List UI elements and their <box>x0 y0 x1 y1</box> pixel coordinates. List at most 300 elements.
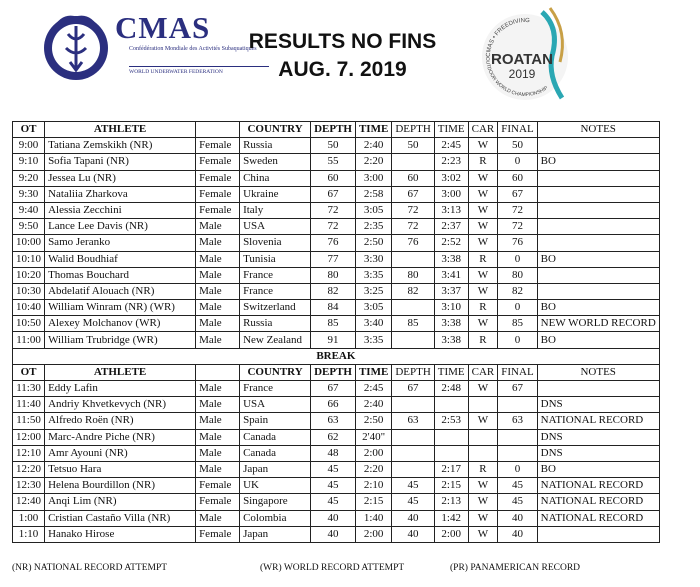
cell-time-2: 2:23 <box>434 154 468 170</box>
cell-gender: Male <box>196 510 240 526</box>
cell-notes <box>537 381 659 397</box>
title-line-2: AUG. 7. 2019 <box>278 58 407 81</box>
cell-final: 80 <box>498 267 537 283</box>
cell-final: 67 <box>498 381 537 397</box>
cell-depth-2: 67 <box>392 381 434 397</box>
cell-notes <box>537 235 659 251</box>
col-time: TIME <box>355 364 391 380</box>
cell-notes: BO <box>537 461 659 477</box>
cell-athlete: Lance Lee Davis (NR) <box>45 219 196 235</box>
cell-country: Russia <box>240 138 311 154</box>
cell-athlete: Abdelatif Alouach (NR) <box>45 283 196 299</box>
cell-gender: Male <box>196 316 240 332</box>
cell-final: 0 <box>498 154 537 170</box>
cell-athlete: Nataliia Zharkova <box>45 186 196 202</box>
cell-country: China <box>240 170 311 186</box>
cell-time: 2:58 <box>355 186 391 202</box>
cell-depth-2: 45 <box>392 478 434 494</box>
cell-ot: 9:20 <box>13 170 45 186</box>
table-row <box>13 526 660 542</box>
break-label: BREAK <box>13 348 660 364</box>
cell-depth: 45 <box>311 461 356 477</box>
cell-notes: NATIONAL RECORD <box>537 478 659 494</box>
cell-car <box>468 445 498 461</box>
cell-notes <box>537 526 659 542</box>
cmas-emblem-icon <box>40 10 112 85</box>
cell-ot: 10:40 <box>13 300 45 316</box>
cell-country: Colombia <box>240 510 311 526</box>
cell-athlete: Eddy Lafin <box>45 381 196 397</box>
cell-gender: Male <box>196 219 240 235</box>
cell-car: W <box>468 510 498 526</box>
cell-gender: Male <box>196 429 240 445</box>
cell-time: 2:10 <box>355 478 391 494</box>
cell-gender: Female <box>196 526 240 542</box>
cell-notes: BO <box>537 251 659 267</box>
cell-ot: 12:10 <box>13 445 45 461</box>
cell-notes: NATIONAL RECORD <box>537 510 659 526</box>
cell-ot: 12:30 <box>13 478 45 494</box>
cell-car: W <box>468 170 498 186</box>
cell-depth: 45 <box>311 478 356 494</box>
cell-time-2: 2:15 <box>434 478 468 494</box>
cell-ot: 11:00 <box>13 332 45 348</box>
cell-depth: 80 <box>311 267 356 283</box>
cell-athlete: Helena Bourdillon (NR) <box>45 478 196 494</box>
cell-depth: 63 <box>311 413 356 429</box>
results-table <box>12 121 660 543</box>
cell-notes <box>537 267 659 283</box>
cell-depth: 50 <box>311 138 356 154</box>
table-row <box>13 316 660 332</box>
cell-depth: 67 <box>311 381 356 397</box>
cell-car: W <box>468 526 498 542</box>
break-section <box>13 348 660 380</box>
col-car: CAR <box>468 364 498 380</box>
cell-depth-2: 82 <box>392 283 434 299</box>
cell-depth: 77 <box>311 251 356 267</box>
legend-nr: (NR) NATIONAL RECORD ATTEMPT <box>12 563 168 573</box>
cell-notes: DNS <box>537 397 659 413</box>
cell-final: 72 <box>498 219 537 235</box>
cell-car: W <box>468 267 498 283</box>
cell-ot: 11:30 <box>13 381 45 397</box>
table-row <box>13 154 660 170</box>
cell-gender: Female <box>196 154 240 170</box>
cell-time-2: 3:02 <box>434 170 468 186</box>
cell-time: 2:50 <box>355 235 391 251</box>
cell-athlete: Alexey Molchanov (WR) <box>45 316 196 332</box>
cell-time: 3:30 <box>355 251 391 267</box>
cell-final: 0 <box>498 300 537 316</box>
cell-time-2: 3:38 <box>434 316 468 332</box>
cell-car: W <box>468 138 498 154</box>
cell-final <box>498 445 537 461</box>
cell-time-2: 2:48 <box>434 381 468 397</box>
cell-depth-2: 45 <box>392 494 434 510</box>
cell-notes: NATIONAL RECORD <box>537 413 659 429</box>
cell-athlete: Marc-Andre Piche (NR) <box>45 429 196 445</box>
cell-ot: 10:50 <box>13 316 45 332</box>
cell-depth-2: 60 <box>392 170 434 186</box>
table-row <box>13 267 660 283</box>
cell-time-2 <box>434 397 468 413</box>
table-row <box>13 251 660 267</box>
cell-notes: NEW WORLD RECORD <box>537 316 659 332</box>
cell-time: 2:20 <box>355 154 391 170</box>
col-final: FINAL <box>498 364 537 380</box>
col-gender <box>196 364 240 380</box>
cell-athlete: Thomas Bouchard <box>45 267 196 283</box>
table-row <box>13 381 660 397</box>
cell-country: Italy <box>240 202 311 218</box>
cell-final <box>498 429 537 445</box>
cell-time: 2:50 <box>355 413 391 429</box>
table-row <box>13 413 660 429</box>
cell-depth: 82 <box>311 283 356 299</box>
cell-gender: Male <box>196 413 240 429</box>
cell-time-2: 3:38 <box>434 332 468 348</box>
cell-depth-2: 67 <box>392 186 434 202</box>
cell-depth: 55 <box>311 154 356 170</box>
cell-notes: DNS <box>537 429 659 445</box>
cell-depth-2 <box>392 429 434 445</box>
cell-ot: 9:40 <box>13 202 45 218</box>
cell-notes: BO <box>537 154 659 170</box>
cell-country: France <box>240 381 311 397</box>
col-gender <box>196 122 240 138</box>
cell-time: 3:05 <box>355 202 391 218</box>
cell-final: 60 <box>498 170 537 186</box>
col-ot: OT <box>13 122 45 138</box>
cell-depth-2: 80 <box>392 267 434 283</box>
cell-gender: Female <box>196 138 240 154</box>
cell-final: 85 <box>498 316 537 332</box>
cell-country: France <box>240 283 311 299</box>
cell-country: Slovenia <box>240 235 311 251</box>
cell-depth: 62 <box>311 429 356 445</box>
col-notes: NOTES <box>537 122 659 138</box>
cell-depth-2: 76 <box>392 235 434 251</box>
cell-gender: Female <box>196 478 240 494</box>
cell-athlete: Amr Ayouni (NR) <box>45 445 196 461</box>
cell-time-2: 2:17 <box>434 461 468 477</box>
cell-country: Switzerland <box>240 300 311 316</box>
roatan-logo <box>472 2 577 107</box>
col-country: COUNTRY <box>240 364 311 380</box>
cell-car: W <box>468 202 498 218</box>
cell-depth-2: 72 <box>392 219 434 235</box>
cell-car: R <box>468 251 498 267</box>
header-row-2 <box>13 364 660 380</box>
cmas-name: CMAS <box>115 10 211 45</box>
cell-depth: 66 <box>311 397 356 413</box>
cell-gender: Male <box>196 445 240 461</box>
cell-country: Canada <box>240 429 311 445</box>
cell-athlete: Samo Jeranko <box>45 235 196 251</box>
cell-time: 3:05 <box>355 300 391 316</box>
cell-depth: 40 <box>311 526 356 542</box>
legend-wr: (WR) WORLD RECORD ATTEMPT <box>260 563 405 573</box>
col-country: COUNTRY <box>240 122 311 138</box>
section-2 <box>13 381 660 543</box>
cell-athlete: Cristian Castaño Villa (NR) <box>45 510 196 526</box>
cell-depth: 91 <box>311 332 356 348</box>
cell-car: W <box>468 413 498 429</box>
cell-depth-2: 40 <box>392 526 434 542</box>
cell-gender: Female <box>196 170 240 186</box>
cell-final: 45 <box>498 478 537 494</box>
cell-final: 82 <box>498 283 537 299</box>
cell-time: 3:35 <box>355 332 391 348</box>
cell-ot: 9:00 <box>13 138 45 154</box>
cell-time-2: 2:00 <box>434 526 468 542</box>
cell-time: 2:00 <box>355 526 391 542</box>
cell-ot: 9:50 <box>13 219 45 235</box>
cell-depth-2 <box>392 332 434 348</box>
table-row <box>13 461 660 477</box>
cell-car: W <box>468 283 498 299</box>
cell-country: Ukraine <box>240 186 311 202</box>
cell-depth: 72 <box>311 202 356 218</box>
cell-country: Japan <box>240 461 311 477</box>
cell-ot: 10:30 <box>13 283 45 299</box>
cell-time-2: 3:00 <box>434 186 468 202</box>
cell-gender: Female <box>196 186 240 202</box>
cell-notes: BO <box>537 300 659 316</box>
table-row <box>13 397 660 413</box>
cell-gender: Male <box>196 283 240 299</box>
cell-country: Sweden <box>240 154 311 170</box>
cell-time-2: 3:38 <box>434 251 468 267</box>
cell-car: W <box>468 478 498 494</box>
cell-athlete: Anqi Lim (NR) <box>45 494 196 510</box>
col-depth: DEPTH <box>311 364 356 380</box>
cell-athlete: Jessea Lu (NR) <box>45 170 196 186</box>
cell-final: 0 <box>498 332 537 348</box>
cell-car: W <box>468 235 498 251</box>
cell-time: 3:40 <box>355 316 391 332</box>
cell-final: 50 <box>498 138 537 154</box>
cell-notes <box>537 138 659 154</box>
cell-athlete: Tatiana Zemskikh (NR) <box>45 138 196 154</box>
col-time-2: TIME <box>434 122 468 138</box>
cell-depth: 40 <box>311 510 356 526</box>
cmas-subtitle: Confédération Mondiale des Activités Subaquatiques <box>129 46 257 52</box>
cell-time-2: 1:42 <box>434 510 468 526</box>
cell-ot: 9:10 <box>13 154 45 170</box>
cell-depth-2: 72 <box>392 202 434 218</box>
cell-time: 2:15 <box>355 494 391 510</box>
cell-ot: 11:40 <box>13 397 45 413</box>
cell-car: R <box>468 332 498 348</box>
section-1 <box>13 138 660 348</box>
cell-time: 2:45 <box>355 381 391 397</box>
cell-ot: 12:20 <box>13 461 45 477</box>
cell-final: 40 <box>498 510 537 526</box>
cell-car: R <box>468 461 498 477</box>
title-line-1: RESULTS NO FINS <box>248 30 437 53</box>
cell-car <box>468 429 498 445</box>
table-row <box>13 235 660 251</box>
cell-country: UK <box>240 478 311 494</box>
roatan-ring-top: CMAS • FREEDIVING <box>485 17 530 58</box>
cell-depth-2: 40 <box>392 510 434 526</box>
table-row <box>13 332 660 348</box>
cell-time-2: 3:10 <box>434 300 468 316</box>
cell-depth-2 <box>392 300 434 316</box>
cell-country: USA <box>240 219 311 235</box>
col-time-2: TIME <box>434 364 468 380</box>
table-row <box>13 510 660 526</box>
cell-depth: 60 <box>311 170 356 186</box>
cell-depth-2 <box>392 461 434 477</box>
cell-final: 0 <box>498 461 537 477</box>
cell-time-2: 2:52 <box>434 235 468 251</box>
cell-notes: DNS <box>537 445 659 461</box>
cell-ot: 12:40 <box>13 494 45 510</box>
cell-country: USA <box>240 397 311 413</box>
cell-country: Singapore <box>240 494 311 510</box>
col-final: FINAL <box>498 122 537 138</box>
table-row <box>13 478 660 494</box>
cell-final: 76 <box>498 235 537 251</box>
cell-time: 2:00 <box>355 445 391 461</box>
cell-ot: 10:00 <box>13 235 45 251</box>
col-depth-2: DEPTH <box>392 122 434 138</box>
cell-time: 2:35 <box>355 219 391 235</box>
cell-car: R <box>468 154 498 170</box>
cell-time: 2:20 <box>355 461 391 477</box>
cell-time: 2:40 <box>355 397 391 413</box>
cell-time: 1:40 <box>355 510 391 526</box>
break-row <box>13 348 660 364</box>
cell-car: W <box>468 381 498 397</box>
col-time: TIME <box>355 122 391 138</box>
cell-country: France <box>240 267 311 283</box>
cell-final: 45 <box>498 494 537 510</box>
cell-car: W <box>468 219 498 235</box>
cell-ot: 10:20 <box>13 267 45 283</box>
cell-athlete: Andriy Khvetkevych (NR) <box>45 397 196 413</box>
cell-gender: Male <box>196 251 240 267</box>
table-row <box>13 283 660 299</box>
cell-time-2: 3:13 <box>434 202 468 218</box>
col-car: CAR <box>468 122 498 138</box>
cell-car: W <box>468 494 498 510</box>
cell-notes <box>537 186 659 202</box>
cell-athlete: Sofia Tapani (NR) <box>45 154 196 170</box>
table-row <box>13 186 660 202</box>
cell-depth: 45 <box>311 494 356 510</box>
cell-time-2: 2:45 <box>434 138 468 154</box>
table-row <box>13 429 660 445</box>
cell-athlete: Alessia Zecchini <box>45 202 196 218</box>
cell-final: 63 <box>498 413 537 429</box>
cell-athlete: William Trubridge (WR) <box>45 332 196 348</box>
col-athlete: ATHLETE <box>45 364 196 380</box>
cell-gender: Male <box>196 397 240 413</box>
cell-final <box>498 397 537 413</box>
cell-country: Tunisia <box>240 251 311 267</box>
cmas-federation: WORLD UNDERWATER FEDERATION <box>129 66 269 75</box>
col-depth-2: DEPTH <box>392 364 434 380</box>
roatan-year: 2019 <box>508 67 536 81</box>
cell-final: 40 <box>498 526 537 542</box>
cell-time-2: 3:37 <box>434 283 468 299</box>
col-notes: NOTES <box>537 364 659 380</box>
cell-time-2: 2:13 <box>434 494 468 510</box>
cell-depth-2 <box>392 154 434 170</box>
header-row <box>13 122 660 138</box>
cell-ot: 1:00 <box>13 510 45 526</box>
cell-time: 3:00 <box>355 170 391 186</box>
cell-athlete: Hanako Hirose <box>45 526 196 542</box>
cell-depth: 76 <box>311 235 356 251</box>
cell-ot: 9:30 <box>13 186 45 202</box>
cell-depth-2 <box>392 397 434 413</box>
table-row <box>13 202 660 218</box>
cell-time-2 <box>434 445 468 461</box>
cell-gender: Male <box>196 381 240 397</box>
cell-depth: 72 <box>311 219 356 235</box>
table-row <box>13 219 660 235</box>
legend-pr: (PR) PANAMERICAN RECORD <box>450 563 581 573</box>
cell-notes <box>537 219 659 235</box>
cell-depth-2: 63 <box>392 413 434 429</box>
cell-time-2: 3:41 <box>434 267 468 283</box>
cell-gender: Male <box>196 267 240 283</box>
cell-notes <box>537 202 659 218</box>
cell-car: W <box>468 186 498 202</box>
page-header <box>0 0 700 118</box>
cell-gender: Female <box>196 202 240 218</box>
cell-gender: Male <box>196 300 240 316</box>
cell-depth: 67 <box>311 186 356 202</box>
cell-depth-2 <box>392 445 434 461</box>
roatan-name: ROATAN <box>491 51 553 68</box>
cell-car: W <box>468 316 498 332</box>
table-row <box>13 170 660 186</box>
cell-depth: 48 <box>311 445 356 461</box>
cell-depth-2 <box>392 251 434 267</box>
cell-country: New Zealand <box>240 332 311 348</box>
table-row <box>13 300 660 316</box>
cell-ot: 12:00 <box>13 429 45 445</box>
cell-notes: BO <box>537 332 659 348</box>
cell-depth: 85 <box>311 316 356 332</box>
cell-country: Russia <box>240 316 311 332</box>
cell-time: 2'40" <box>355 429 391 445</box>
cell-athlete: Alfredo Roën (NR) <box>45 413 196 429</box>
col-ot: OT <box>13 364 45 380</box>
cell-athlete: Walid Boudhiaf <box>45 251 196 267</box>
col-depth: DEPTH <box>311 122 356 138</box>
cell-time: 2:40 <box>355 138 391 154</box>
cell-country: Canada <box>240 445 311 461</box>
table-row <box>13 494 660 510</box>
cell-final: 0 <box>498 251 537 267</box>
cell-time: 3:25 <box>355 283 391 299</box>
cell-athlete: Tetsuo Hara <box>45 461 196 477</box>
col-athlete: ATHLETE <box>45 122 196 138</box>
cell-notes <box>537 170 659 186</box>
cell-depth-2: 85 <box>392 316 434 332</box>
cell-time: 3:35 <box>355 267 391 283</box>
cell-ot: 11:50 <box>13 413 45 429</box>
cell-car <box>468 397 498 413</box>
cell-gender: Male <box>196 235 240 251</box>
